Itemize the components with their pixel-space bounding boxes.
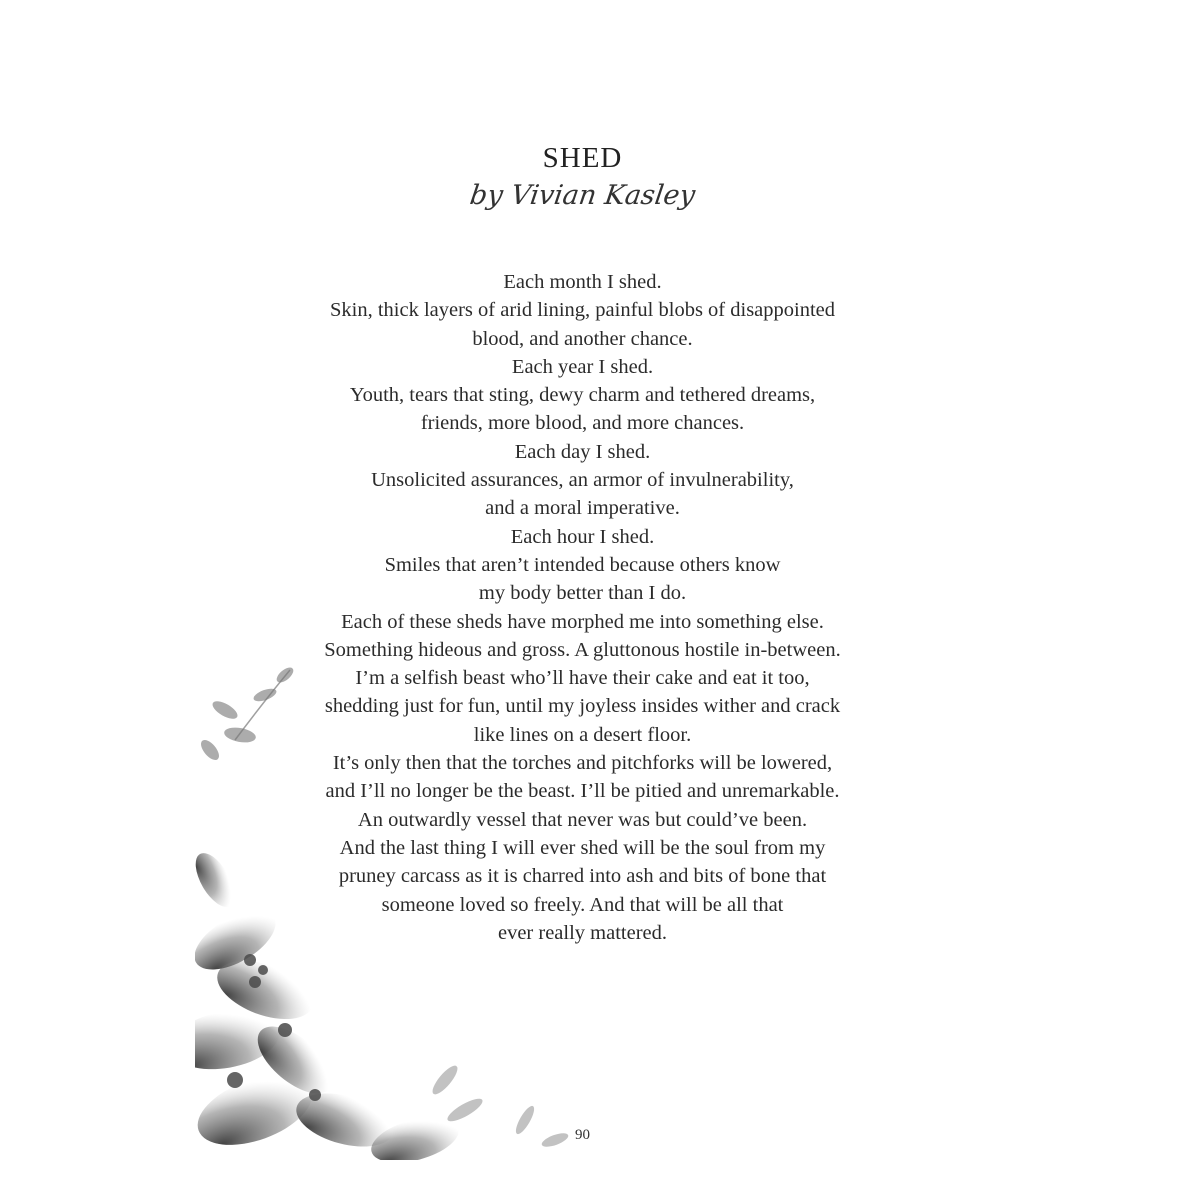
poem-body xyxy=(0,268,1165,947)
poem-line: Skin, thick layers of arid lining, painful blobs of disappointed xyxy=(329,299,836,322)
poem-byline: by Vivian Kasley xyxy=(467,180,698,211)
poem-line: Each of these sheds have morphed me into something else. xyxy=(341,610,824,633)
poem-line: friends, more blood, and more chances. xyxy=(420,412,745,435)
poem-line: Each day I shed. xyxy=(514,440,651,463)
poem-line: my body better than I do. xyxy=(478,582,687,605)
poem-line: Something hideous and gross. A gluttonous hostile in-between. xyxy=(324,638,841,661)
poem-line: And the last thing I will ever shed will be the soul from my xyxy=(339,836,826,859)
poem-line: and a moral imperative. xyxy=(485,497,680,520)
poem-line: ever really mattered. xyxy=(497,921,668,944)
poem-line: blood, and another chance. xyxy=(472,327,693,350)
poem-line: Each month I shed. xyxy=(503,271,662,293)
poem-line: and I’ll no longer be the beast. I’ll be pitied and unremarkable. xyxy=(325,780,840,803)
poem-line: Each hour I shed. xyxy=(510,525,655,548)
poem-line: An outwardly vessel that never was but could’ve been. xyxy=(357,808,808,831)
poem-line: Unsolicited assurances, an armor of invulnerability, xyxy=(371,469,794,492)
poem-line: It’s only then that the torches and pitchforks will be lowered, xyxy=(332,752,833,775)
poem-line: Each year I shed. xyxy=(511,355,654,378)
poem-line: shedding just for fun, until my joyless insides wither and crack xyxy=(324,695,841,718)
poem-line: pruney carcass as it is charred into ash and bits of bone that xyxy=(338,865,827,888)
poem-line: like lines on a desert floor. xyxy=(473,723,692,746)
poem-line: Smiles that aren’t intended because others know xyxy=(384,553,781,576)
poem-line: I’m a selfish beast who’ll have their cake and eat it too, xyxy=(355,667,810,690)
poem-line: Youth, tears that sting, dewy charm and tethered dreams, xyxy=(349,384,816,407)
page-number: 90 xyxy=(575,1127,590,1143)
poem-title: SHED xyxy=(542,142,623,174)
poem-line: someone loved so freely. And that will be all that xyxy=(381,893,784,916)
